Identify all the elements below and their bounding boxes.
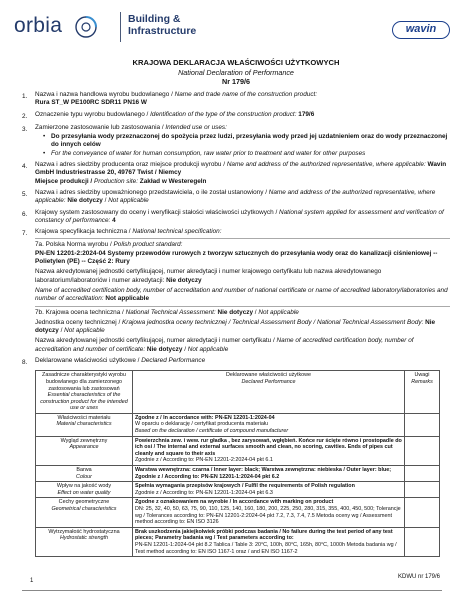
text: Appearance [69,444,99,451]
text: Name of accredited certification body, number of accreditation and number of certificate: [35,337,414,353]
text: Krajowy system zastosowany do oceny i weryfikacji stałości właściwości użytkowych / [35,208,279,216]
text: Zgodne z oznakowaniem na wyrobie / In accordance with marking on product [135,499,334,506]
table-row [36,466,440,482]
doc-subtitle: National Declaration of Performance [178,68,294,77]
document-reference: KDWU nr 179/6 [398,574,441,580]
item-8 [22,357,450,367]
item-1 [22,91,450,108]
item-number: 7. [22,230,28,238]
text: / [253,308,259,316]
text: / [102,197,109,205]
text: 7a. Polska Norma wyrobu / [35,241,114,249]
text: Name of accredited certification body, number of accreditation and number of national certificate or name of accredited laboratory/laboratories and number of accreditation: [35,286,448,303]
wavin-logo: wavin [392,21,450,39]
remarks-cell [405,527,440,556]
production-site: Zakład w Westeregeln [138,177,207,185]
item-number: 2. [22,112,28,120]
text: Material characteristics [56,421,112,428]
item-6 [22,209,450,226]
text: Intended use or uses: [165,123,227,131]
footer-divider [22,590,442,591]
separator [35,306,450,307]
performance-cell [133,498,405,527]
doc-number: Nr 179/6 [222,77,250,86]
remarks-cell [405,482,440,498]
item-number: 1. [22,93,28,100]
text: Właściwości materiału [57,414,111,421]
table-row [36,498,440,527]
text: Uwagi [414,372,430,379]
characteristic-cell [36,413,133,436]
performance-cell [133,436,405,465]
table-row [36,482,440,498]
performance-table [35,370,440,557]
text: / [182,345,188,353]
text: Not applicable [187,345,229,353]
performance-cell [133,527,405,556]
text: Declared Performance [141,357,206,365]
text: DN: 25, 32, 40, 50, 63, 75, 90, 110, 125, 140, 160, 180, 200, 225, 250, 280, 315, 355, 400, 450, 500; Tolerancje wg / Tolerances according to: PN-EN 12201-2:2024-04 pkt 7.2, 7.3, 7.4, 7.5 Metoda oceny wg / Assessment method according to: EN ISO 3126 [135,506,401,526]
system-number: 4 [110,216,116,224]
text: Nie dotyczy [215,308,253,316]
text: Based on the declaration / certificate of compound manufacturer [135,428,289,435]
characteristic-cell [36,498,133,527]
text: Brak uszkodzenia jakiejkolwiek próbki podczas badania / No failure during the test period of any test pieces; Parametry badania wg / Test parameters according to: [135,528,393,542]
characteristic-cell [36,482,133,498]
header-performance [133,371,405,414]
text: Nie dotyczy [65,197,103,205]
orbia-mark-icon [74,15,98,39]
performance-cell [133,413,405,436]
item-5 [22,189,450,206]
remarks-cell [405,466,440,482]
remarks-cell [405,436,440,465]
text: Deklarowane właściwości użytkowe [225,372,312,379]
item-7 [22,228,450,354]
type-id: 179/6 [296,110,315,118]
text: Effect on water quality [57,489,111,496]
text: Jednostka oceny technicznej / [35,318,123,326]
text: Not applicable [103,295,150,303]
text: Name and trade name of the construction product: [174,91,318,98]
table-header-row [36,371,440,414]
item-3 [22,124,450,158]
item-number: 3. [22,125,28,133]
text: Remarks [411,378,433,385]
text: Powierzchnia zew. i wew. rur gładka , bez zarysowań, wgłębień. Końce rur ścięte równo i prostopadle do ich osi / The internal and external surfaces smooth and clean, no scoring, cavities. Ends of pipes cut cleanly and square to their axis [135,437,402,457]
text: Krajowa specyfikacja techniczna / [35,228,133,236]
item-4 [22,161,450,186]
text: Warstwa wewnętrzna: czarna / Inner layer: black; Warstwa zewnętrzna: niebieska / Outer layer: blue; Zgodnie z / According to: PN-EN 12201-1:2024-04 pkt 6.2 [135,467,392,480]
separator [35,238,450,239]
text: Wpływ na jakość wody [56,483,112,490]
orbia-wordmark: orbia [14,14,63,37]
item-number: 6. [22,210,28,218]
text: Spełnia wymagania przepisów krajowych / Fulfil the requirements of Polish regulation [135,483,355,490]
performance-cell [133,482,405,498]
table-row [36,436,440,465]
text: Krajowa jednostka oceny technicznej / Technical Assessment Body / National Technical Assessment Body: [122,318,424,326]
text: Nie dotyczy [164,276,202,284]
text: PN-EN 12201-1:2024-04 pkt 8.2 Tablica / Table 3: 20°C, 100h, 80°C, 165h, 80°C, 1000h Metoda badania wg / Test method according to: EN ISO 1167-1 oraz / and EN ISO 1167-2 [135,541,397,555]
text: Not applicable [108,197,149,205]
text: W oparciu o deklarację / certyfikat producenta materiału [135,421,269,428]
building-infrastructure-label [128,13,196,37]
header-divider [120,12,121,42]
text: Not applicable [258,308,299,316]
text: Wygląd zewnętrzny [60,437,108,444]
text: Identification of the type of the construction product: [150,110,297,118]
intended-use-pl: Do przesyłania wody przeznaczonej do spożycia przez ludzi, przesyłania wody przed jej uzdatnieniem oraz do wody przeznaczonej do innych celów [51,133,448,149]
product-standard: PN-EN 12201-2:2024-04 Systemy przewodów rurowych z tworzyw sztucznych do przesyłania wody oraz do kanalizacji ciśnieniowej -- Polietylen (PE) -- Część 2: Rury [35,249,438,266]
text: Essential characteristics of the construction product for the intended use or uses [40,392,128,412]
text: Zamierzone zastosowanie lub zastosowania / [35,123,166,131]
text: Geometrical characteristics [51,506,117,512]
text: Deklarowane właściwości użytkowe / [35,357,142,365]
text: Not applicable [64,327,105,335]
bi-line2: Infrastructure [128,25,197,37]
text: / [58,327,65,335]
text: Nazwa i nazwa handlowa wyrobu budowlanego / [35,91,175,98]
table-row [36,527,440,556]
product-name: Rura ST_W PE100RC SDR11 PN16 W [35,99,147,107]
header-characteristic [36,371,133,414]
manufacturer-address: Wavin GmbH Industriestrasse 20, 49767 Twist / Niemcy [35,161,447,177]
table-row [36,413,440,436]
characteristic-cell [36,527,133,556]
intended-use-en: For the conveyance of water for human consumption, raw water prior to treatment and water for other purposes [51,149,366,157]
text: 7b. Krajowa ocena techniczna / [35,308,126,316]
text: Nie dotyczy [145,345,183,353]
text: Cechy geometryczne [58,499,110,506]
bi-line1: Building & [128,13,181,25]
text: Hydrostatic strength [60,535,108,542]
item-number: 8. [22,359,28,367]
text: Colour [76,473,92,480]
text: Nazwa akredytowanej jednostki certyfikującej, numer akredytacji i numer krajowego certyfikatu lub nazwa akredytowanego laboratorium/laboratoriów i numer akredytacji: [35,268,382,284]
text: Name and address of the authorized representative, where applicable: [35,188,436,205]
text: Miejsce produkcji / [35,177,94,185]
text: Zasadnicze charakterystyki wyrobu budowlanego dla zamierzonego zastosowania lub zastosowań [42,372,126,392]
characteristic-cell [36,436,133,465]
text: Production site: [93,177,139,185]
text: Oznaczenie typu wyrobu budowlanego / [35,110,151,118]
text: Name and address of the authorized representative, where applicable: [226,161,426,169]
characteristic-cell [36,466,133,482]
item-number: 5. [22,190,28,198]
remarks-cell [405,413,440,436]
text: Zgodne z / In accordance with: PN-EN 12201-1:2024-04 [135,414,275,421]
text: Nazwa i adres siedziby producenta oraz miejsce produkcji wyrobu / [35,161,227,169]
page-header [0,0,464,52]
item-number: 4. [22,163,28,171]
text: Barwa [76,467,92,474]
text: Zgodnie z / According to: PN-EN 12201-1:2024-04 pkt 6.3 [135,489,273,496]
header-remarks [405,371,440,414]
page-number: 1 [30,578,34,584]
text: National Technical Assessment: [125,308,216,316]
text: Zgodnie z / According to: PN-EN 12201-2:2024-04 pkt 6.1 [135,457,273,464]
item-2 [22,111,450,121]
doc-title: KRAJOWA DEKLARACJA WŁAŚCIWOŚCI UŻYTKOWYCH [132,58,340,67]
text: Polish product standard: [113,241,183,249]
text: National technical specification: [132,228,222,236]
text: Declared Performance [241,378,296,385]
performance-cell [133,466,405,482]
text: Wytrzymałość hydrostatyczna [48,528,120,535]
text: National system applied for assessment and verification of constancy of performance: [35,208,444,224]
text: Nazwa i adres siedziby upoważnionego przedstawiciela, o ile został ustanowiony / [35,188,269,196]
text: Nazwa akredytowanej jednostki certyfikującej, numer akredytacji i numer certyfikatu / [35,337,277,345]
declaration-document [22,58,450,557]
text: Nie dotyczy [35,318,436,335]
orbia-logo [14,14,120,40]
remarks-cell [405,498,440,527]
